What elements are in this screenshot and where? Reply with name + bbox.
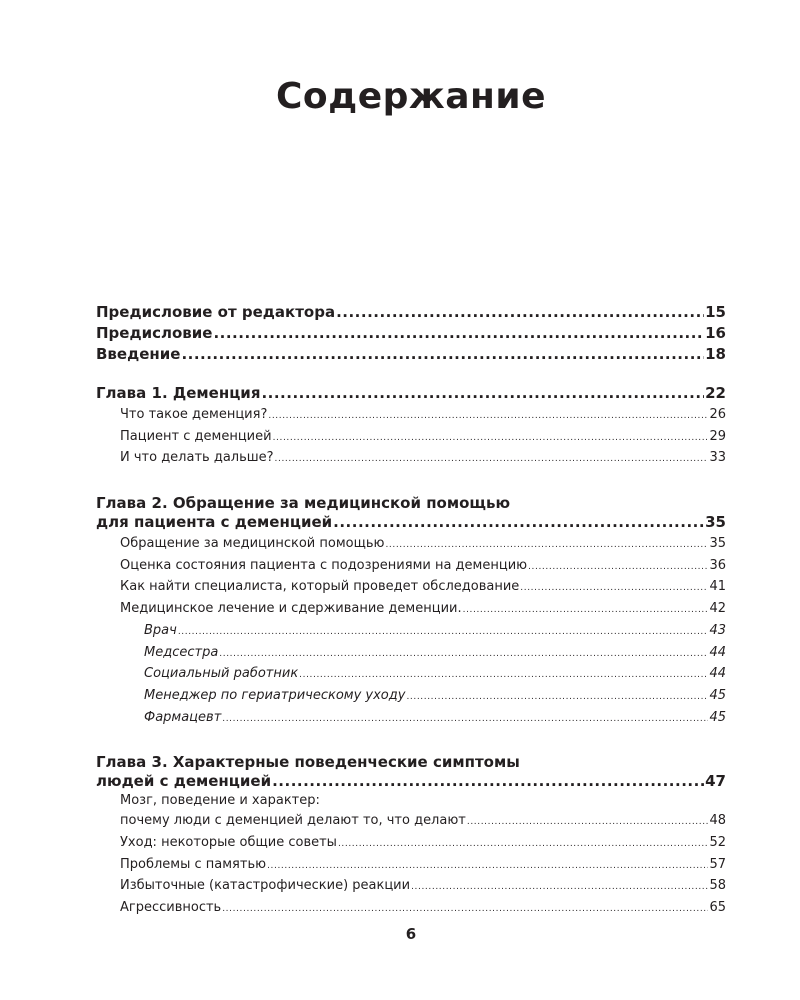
toc-entry-label: Медицинское лечение и сдерживание деменции.: [120, 601, 462, 617]
toc-entry-label: Что такое деменция?: [120, 407, 268, 422]
toc-entry-editor-preface[interactable]: [96, 302, 726, 323]
toc-section[interactable]: [96, 576, 726, 598]
toc-section[interactable]: [96, 426, 726, 448]
dot-leader: [272, 771, 704, 792]
table-of-contents: [96, 302, 726, 919]
toc-entry-label: Избыточные (катастрофические) реакции: [120, 878, 411, 894]
dot-leader: [528, 557, 708, 579]
dot-leader: [268, 406, 708, 428]
toc-entry-label: Предисловие: [96, 324, 213, 342]
toc-entry-label: почему люди с деменцией делают то, что делают: [120, 813, 466, 829]
toc-entry-page: 48: [709, 813, 726, 829]
dot-leader: [467, 812, 709, 834]
dot-leader: [222, 709, 708, 731]
toc-entry-page: 47: [705, 772, 726, 791]
toc-entry-page: 16: [705, 324, 726, 342]
dot-leader: [181, 344, 704, 365]
toc-section[interactable]: [96, 897, 726, 919]
toc-entry-label: Оценка состояния пациента с подозрениями на деменцию: [120, 557, 528, 573]
toc-chapter-1[interactable]: [96, 383, 726, 404]
toc-entry-page: 36: [709, 557, 726, 573]
toc-section[interactable]: [96, 832, 726, 854]
toc-chapter-2-line1[interactable]: Глава 2. Обращение за медицинской помощью: [96, 494, 511, 513]
dot-leader: [338, 834, 709, 856]
dot-leader: [213, 323, 704, 344]
dot-leader: [385, 535, 708, 557]
toc-section[interactable]: [96, 555, 726, 577]
toc-chapter-2[interactable]: [96, 512, 726, 533]
toc-entry-page: 45: [709, 709, 726, 725]
toc-entry-page: 35: [709, 536, 726, 552]
toc-entry-page: 42: [709, 601, 726, 617]
toc-entry-label: Уход: некоторые общие советы: [120, 834, 337, 850]
toc-entry-page: 45: [709, 687, 726, 703]
toc-entry-label: Социальный работник: [144, 666, 299, 682]
toc-entry-preface[interactable]: [96, 323, 726, 344]
toc-chapter-3[interactable]: [96, 771, 726, 792]
toc-section[interactable]: [96, 810, 726, 832]
toc-entry-label: для пациента с деменцией: [96, 513, 333, 532]
dot-leader: [261, 383, 704, 404]
toc-section[interactable]: [96, 598, 726, 620]
toc-entry-page: 15: [705, 303, 726, 321]
toc-subsection[interactable]: [96, 707, 726, 729]
toc-entry-page: 65: [709, 900, 726, 915]
toc-entry-page: 44: [709, 666, 726, 682]
toc-section[interactable]: [96, 875, 726, 897]
toc-entry-page: 22: [705, 384, 726, 402]
toc-subsection[interactable]: [96, 620, 726, 642]
toc-entry-label: Агрессивность: [120, 900, 222, 915]
dot-leader: [267, 856, 708, 878]
toc-entry-page: 18: [705, 345, 726, 363]
dot-leader: [299, 665, 708, 687]
toc-entry-label: Глава 1. Деменция: [96, 384, 261, 402]
toc-section-line1[interactable]: Мозг, поведение и характер:: [120, 793, 320, 809]
toc-entry-label: И что делать дальше?: [120, 450, 274, 466]
toc-section[interactable]: [96, 533, 726, 555]
dot-leader: [178, 622, 709, 644]
toc-entry-page: 35: [705, 513, 726, 532]
dot-leader: [275, 449, 709, 471]
toc-entry-label: Пациент с деменцией: [120, 428, 272, 444]
toc-entry-page: 41: [709, 579, 726, 595]
dot-leader: [463, 600, 709, 622]
toc-entry-introduction[interactable]: [96, 344, 726, 365]
dot-leader: [222, 899, 708, 921]
toc-entry-label: Фармацевт: [144, 709, 222, 725]
dot-leader: [406, 687, 708, 709]
toc-subsection[interactable]: [96, 642, 726, 664]
page-number: 6: [405, 925, 417, 943]
toc-chapter-3-line1[interactable]: Глава 3. Характерные поведенческие симптомы: [96, 753, 520, 772]
dot-leader: [219, 644, 708, 666]
toc-entry-label: Проблемы с памятью: [120, 856, 267, 872]
toc-entry-label: Введение: [96, 345, 181, 363]
dot-leader: [333, 512, 704, 533]
toc-subsection[interactable]: [96, 663, 726, 685]
toc-entry-page: 33: [709, 450, 726, 466]
toc-entry-label: людей с деменцией: [96, 772, 272, 791]
page-title: Содержание: [275, 76, 547, 117]
toc-entry-page: 43: [709, 622, 726, 638]
dot-leader: [273, 428, 709, 450]
toc-entry-label: Как найти специалиста, который проведет обследование: [120, 579, 520, 595]
toc-entry-page: 57: [709, 856, 726, 872]
toc-entry-label: Медсестра: [144, 644, 219, 660]
dot-leader: [411, 877, 708, 899]
toc-entry-label: Обращение за медицинской помощью: [120, 536, 385, 552]
toc-subsection[interactable]: [96, 685, 726, 707]
toc-section[interactable]: [96, 854, 726, 876]
dot-leader: [520, 578, 708, 600]
dot-leader: [336, 302, 704, 323]
toc-entry-page: 58: [709, 878, 726, 894]
toc-entry-label: Предисловие от редактора: [96, 303, 336, 321]
toc-entry-page: 26: [709, 407, 726, 422]
toc-entry-page: 44: [709, 644, 726, 660]
toc-section[interactable]: [96, 404, 726, 426]
toc-section[interactable]: [96, 447, 726, 469]
toc-entry-label: Врач: [144, 622, 177, 638]
toc-entry-page: 52: [709, 834, 726, 850]
toc-entry-label: Менеджер по гериатрическому уходу: [144, 687, 406, 703]
toc-entry-page: 29: [709, 428, 726, 444]
